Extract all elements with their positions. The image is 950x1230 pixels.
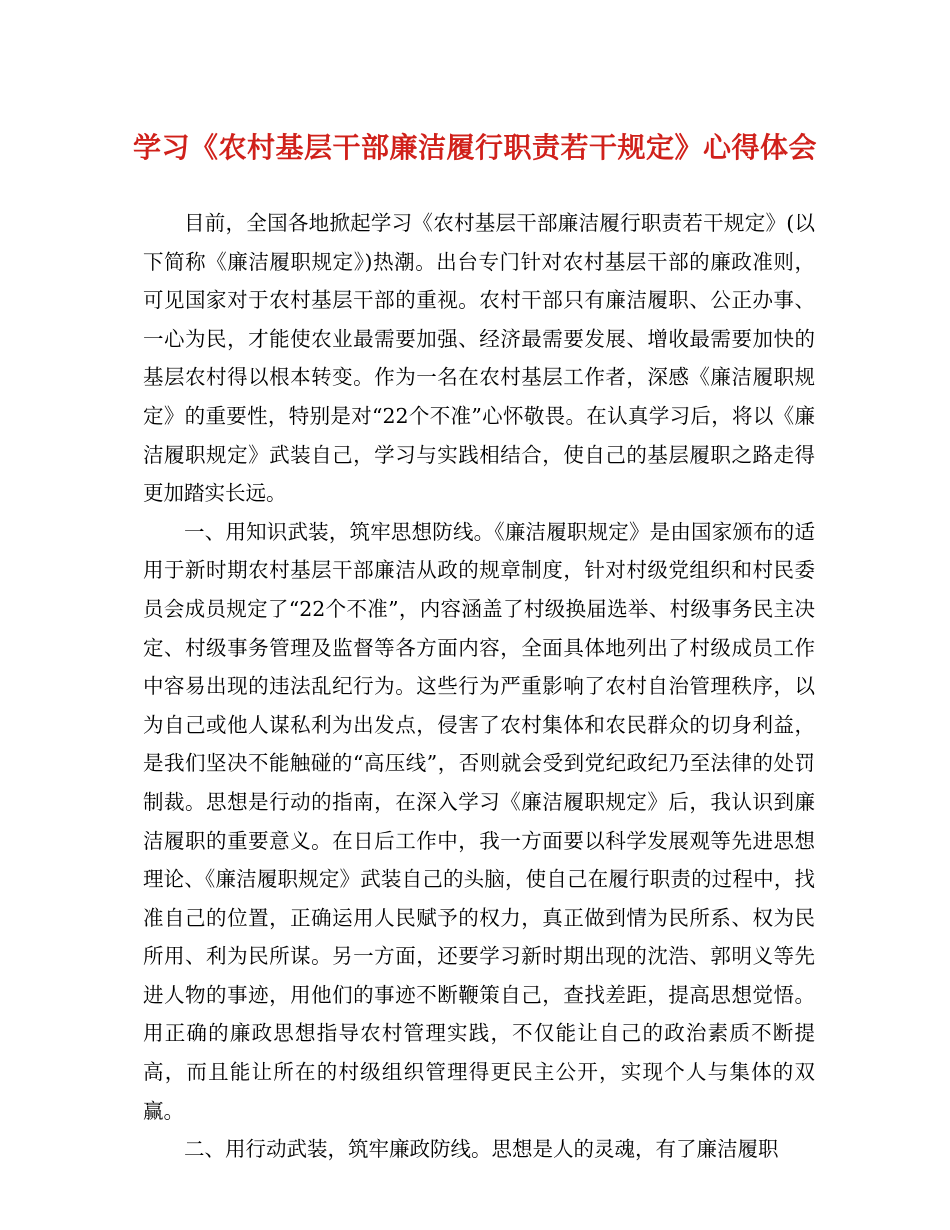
paragraph-intro: 目前，全国各地掀起学习《农村基层干部廉洁履行职责若干规定》(以下简称《廉洁履职规定》)热潮。出台专门针对农村基层干部的廉政准则，可见国家对于农村基层干部的重视。农村干部只有廉洁履职、公正办事、一心为民，才能使农业最需要加强、经济最需要发展、增收最需要加快的基层农村得以根本转变。作为一名在农村基层工作者，深感《廉洁履职规定》的重要性，特别是对“22个不准”心怀敬畏。在认真学习后，将以《廉洁履职规定》武装自己，学习与实践相结合，使自己的基层履职之路走得更加踏实长远。 (143, 211, 815, 506)
document-body (143, 204, 815, 1169)
paragraph-section-one: 一、用知识武装，筑牢思想防线。《廉洁履职规定》是由国家颁布的适用于新时期农村基层干部廉洁从政的规章制度，针对村级党组织和村民委员会成员规定了“22个不准”，内容涵盖了村级换届选举、村级事务民主决定、村级事务管理及监督等各方面内容，全面具体地列出了村级成员工作中容易出现的违法乱纪行为。这些行为严重影响了农村自治管理秩序，以为自己或他人谋私利为出发点，侵害了农村集体和农民群众的切身利益，是我们坚决不能触碰的“高压线”，否则就会受到党纪政纪乃至法律的处罚制裁。思想是行动的指南，在深入学习《廉洁履职规定》后，我认识到廉洁履职的重要意义。在日后工作中，我一方面要以科学发展观等先进思想理论、《廉洁履职规定》武装自己的头脑，使自己在履行职责的过程中，找准自己的位置，正确运用人民赋予的权力，真正做到情为民所系、权为民所用、利为民所谋。另一方面，还要学习新时期出现的沈浩、郭明义等先进人物的事迹，用他们的事迹不断鞭策自己，查找差距，提高思想觉悟。用正确的廉政思想指导农村管理实践，不仅能让自己的政治素质不断提高，而且能让所在的村级组织管理得更民主公开，实现个人与集体的双赢。 (143, 519, 815, 1123)
paragraph-section-two: 二、用行动武装，筑牢廉政防线。思想是人的灵魂，有了廉洁履职 (184, 1137, 779, 1162)
document-title: 学习《农村基层干部廉洁履行职责若干规定》心得体会 (132, 131, 817, 164)
